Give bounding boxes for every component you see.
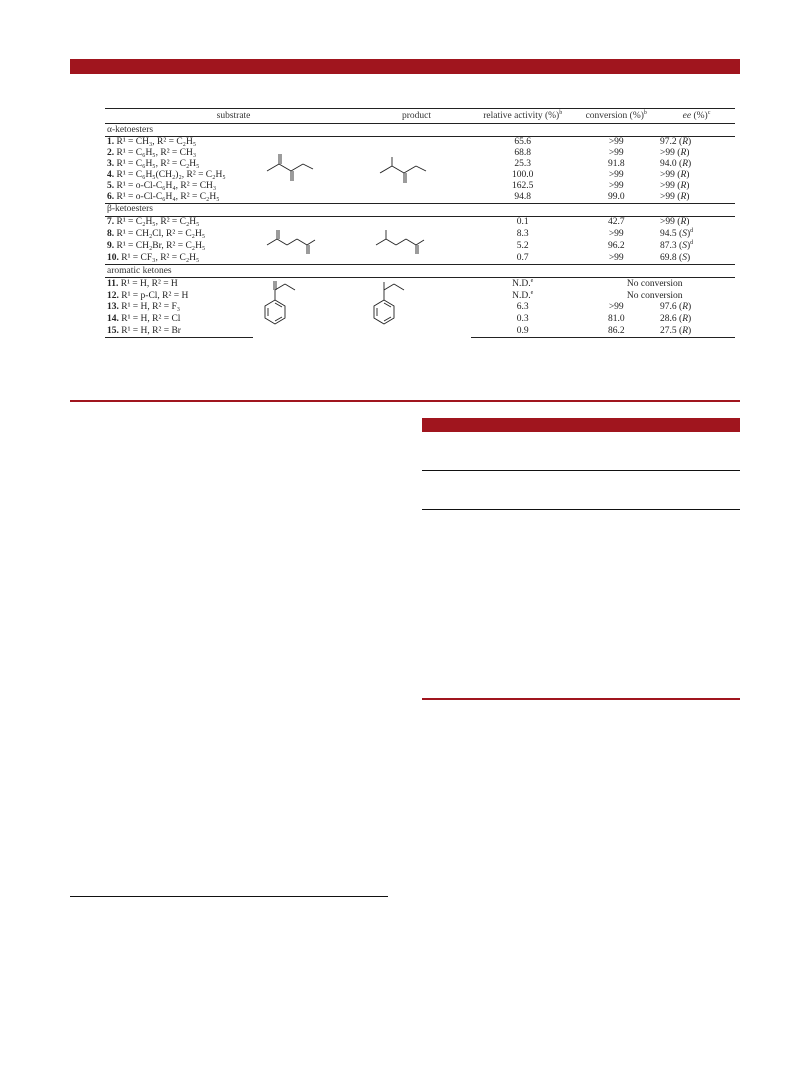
- section-row-alpha: α-ketoesters: [105, 124, 735, 137]
- table-row: 5. R¹ = o-Cl-C₆H₄, R² = CH₃ 162.5 >99 >99 (R): [107, 180, 690, 191]
- right-column-bar: [422, 418, 740, 432]
- table-row: 15. R¹ = H, R² = Br 0.9 86.2 27.5 (R): [105, 325, 735, 337]
- aromatic-alcohol-structure-icon: [364, 278, 469, 334]
- table-row: 8. R¹ = CH₂Cl, R² = C₂H₅ 8.3 >99 94.5 $(S)^d$: [107, 227, 694, 240]
- section-divider: [70, 400, 740, 402]
- beta-hydroxyester-structure-icon: [364, 217, 469, 261]
- substrate-header: substrate: [105, 109, 362, 124]
- table-row: 4. R¹ = C₆H₅(CH₂)₂, R² = C₂H₅ 100.0 >99 >99 (R): [107, 169, 690, 180]
- table-row: 10. R¹ = CF₃, R² = C₂H₅ 0.7 >99 69.8 (S): [107, 252, 691, 263]
- relative-activity-header: relative activity (%)$^b$: [471, 109, 574, 124]
- ee-header: ee (%)$^c$: [658, 109, 735, 124]
- table-row: 9. R¹ = CH₂Br, R² = C₂H₅ 5.2 96.2 87.3 $(S)^d$: [107, 239, 694, 251]
- right-column-rule-3: [422, 698, 740, 700]
- right-column-rule-2: [422, 509, 740, 510]
- product-structure-11b-15b: [362, 278, 471, 338]
- results-table: [105, 108, 735, 338]
- beta-ketoester-structure-icon: [255, 217, 360, 261]
- table-row: 6. R¹ = o-Cl-C₆H₄, R² = C₂H₅ 94.8 99.0 >99 (R): [107, 191, 690, 202]
- substrate-structure-1a-6a: [253, 137, 362, 204]
- aromatic-ketone-structure-icon: [255, 278, 360, 334]
- product-structure-7b-10b: [362, 216, 471, 265]
- header-bar: [70, 59, 740, 74]
- section-row-beta: β-ketoesters: [105, 203, 735, 216]
- product-header: product: [362, 109, 471, 124]
- table-row: 2. R¹ = C₆H₅, R² = CH₃ 68.8 >99 >99 (R): [107, 148, 690, 159]
- alpha-ketoester-structure-icon: [255, 137, 360, 199]
- product-structure-1b-6b: [362, 137, 471, 204]
- footnote-rule: [70, 896, 388, 897]
- table-row: 12. R¹ = p-Cl, R² = H N.D.$^e$ No conversion: [107, 289, 683, 301]
- table-row: 7. R¹ = C₂H₅, R² = C₂H₅ 0.1 42.7 >99 (R): [105, 216, 735, 228]
- table-row: 13. R¹ = H, R² = F₃ 6.3 >99 97.6 (R): [107, 302, 692, 313]
- alpha-hydroxyester-structure-icon: [364, 137, 469, 199]
- table-row: 11. R¹ = H, R² = H N.D.$^e$ No conversion: [105, 278, 735, 290]
- conversion-header: conversion (%)$^b$: [574, 109, 658, 124]
- table-row: 3. R¹ = C₆H₅, R² = C₂H₅ 25.3 91.8 94.0 (R): [107, 159, 692, 170]
- substrate-structure-11a-15a: [253, 278, 362, 338]
- table-row: 14. R¹ = H, R² = Cl 0.3 81.0 28.6 (R): [107, 314, 692, 325]
- substrate-structure-7a-10a: [253, 216, 362, 265]
- right-column-rule-1: [422, 470, 740, 471]
- section-row-aromatic: aromatic ketones: [105, 265, 735, 278]
- table-row: 1. R¹ = CH₃, R² = C₂H₅ 65.6 >99 97.2 (R): [105, 137, 735, 148]
- table-header-row: [105, 109, 735, 124]
